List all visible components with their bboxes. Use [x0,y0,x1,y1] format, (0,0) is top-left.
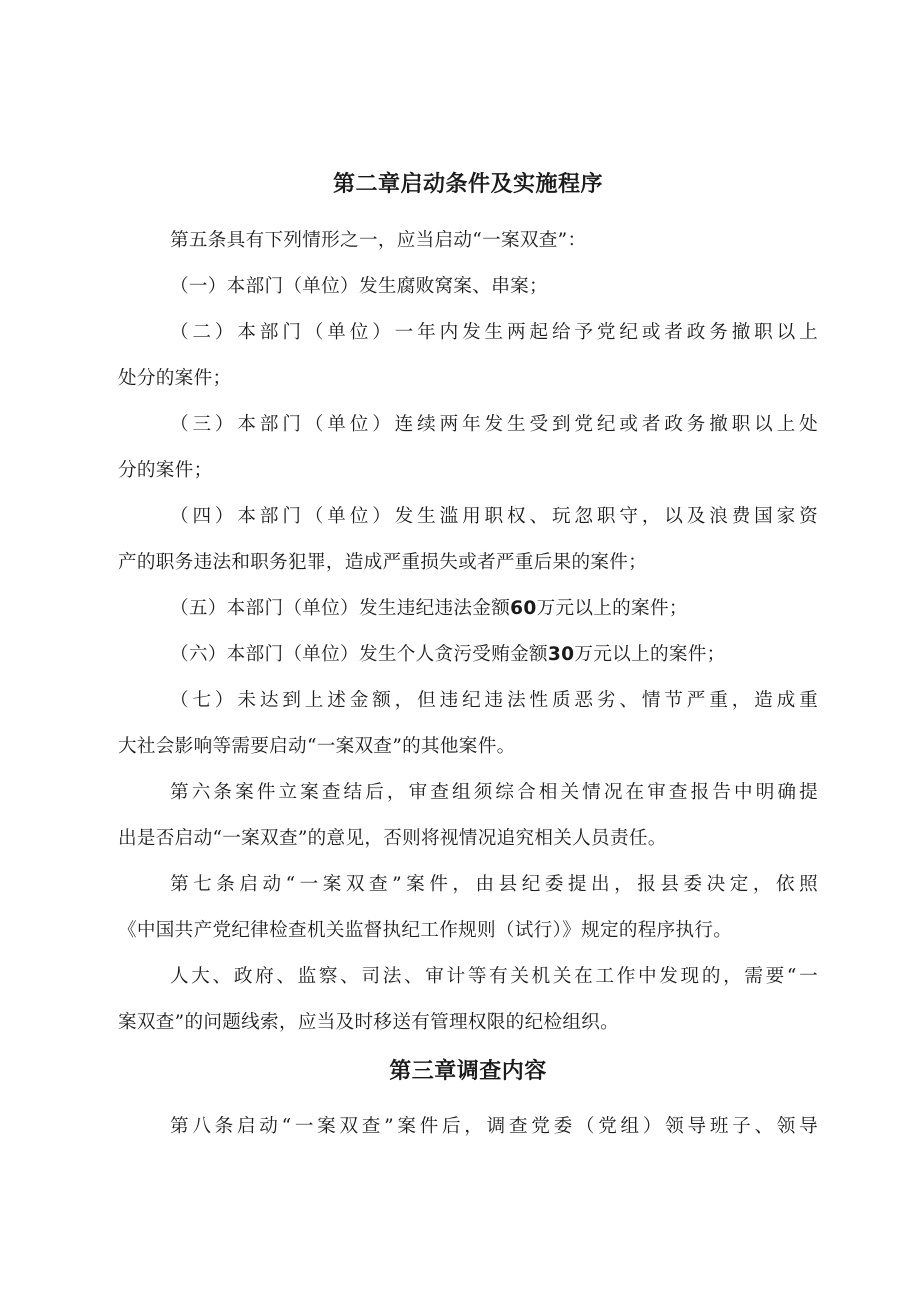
item-5-text-post: 万元以上的案件； [536,598,688,619]
article-5-item-6 [118,640,818,670]
article-8-line-1: 第八条启动“一案双查”案件后，调查党委（党组）领导班子、领导 [170,1116,818,1137]
article-5-item-4-line-2: 产的职务违法和职务犯罪，造成严重损失或者严重后果的案件； [118,552,648,573]
item-5-amount: 60 [510,598,537,619]
article-5-intro: 第五条具有下列情形之一，应当启动“一案双查”： [170,230,587,251]
article-6-line-1: 第六条案件立案查结后，审查组须综合相关情况在审查报告中明确提 [170,782,818,803]
item-5-text-pre: （五）本部门（单位）发生违纪违法金额 [170,598,511,619]
article-5-item-5 [118,594,818,624]
article-5-item-1: （一）本部门（单位）发生腐败窝案、串案； [170,276,548,297]
item-6-text-post: 万元以上的案件； [574,644,726,665]
article-7-line-2: 《中国共产党纪律检查机关监督执纪工作规则（试行）》规定的程序执行。 [118,920,733,941]
article-5-item-3-line-2: 分的案件； [118,460,213,481]
article-7-line-1: 第七条启动“一案双查”案件，由县纪委提出，报县委决定，依照 [170,874,818,895]
article-5-item-7-line-1: （七）未达到上述金额，但违纪违法性质恶劣、情节严重，造成重 [170,690,818,711]
article-7-line-3: 人大、政府、监察、司法、审计等有关机关在工作中发现的，需要“一 [170,966,818,987]
chapter-2-title: 第二章启动条件及实施程序 [332,172,603,197]
document-page [118,0,818,1301]
article-5-item-4-line-1: （四）本部门（单位）发生滥用职权、玩忽职守，以及浪费国家资 [170,506,818,527]
article-5-item-7-line-2: 大社会影响等需要启动“一案双查”的其他案件。 [118,736,516,757]
article-6-line-2: 出是否启动“一案双查”的意见，否则将视情况追究相关人员责任。 [118,828,667,849]
article-7-line-4: 案双查”的问题线索，应当及时移送有管理权限的纪检组织。 [118,1012,620,1033]
item-6-text-pre: （六）本部门（单位）发生个人贪污受贿金额 [170,644,548,665]
chapter-3-title: 第三章调查内容 [389,1059,547,1084]
article-5-item-2-line-1: （二）本部门（单位）一年内发生两起给予党纪或者政务撤职以上 [170,322,818,343]
article-5-item-2-line-2: 处分的案件； [118,368,232,389]
item-6-amount: 30 [547,644,575,665]
article-5-item-3-line-1: （三）本部门（单位）连续两年发生受到党纪或者政务撤职以上处 [170,414,818,435]
